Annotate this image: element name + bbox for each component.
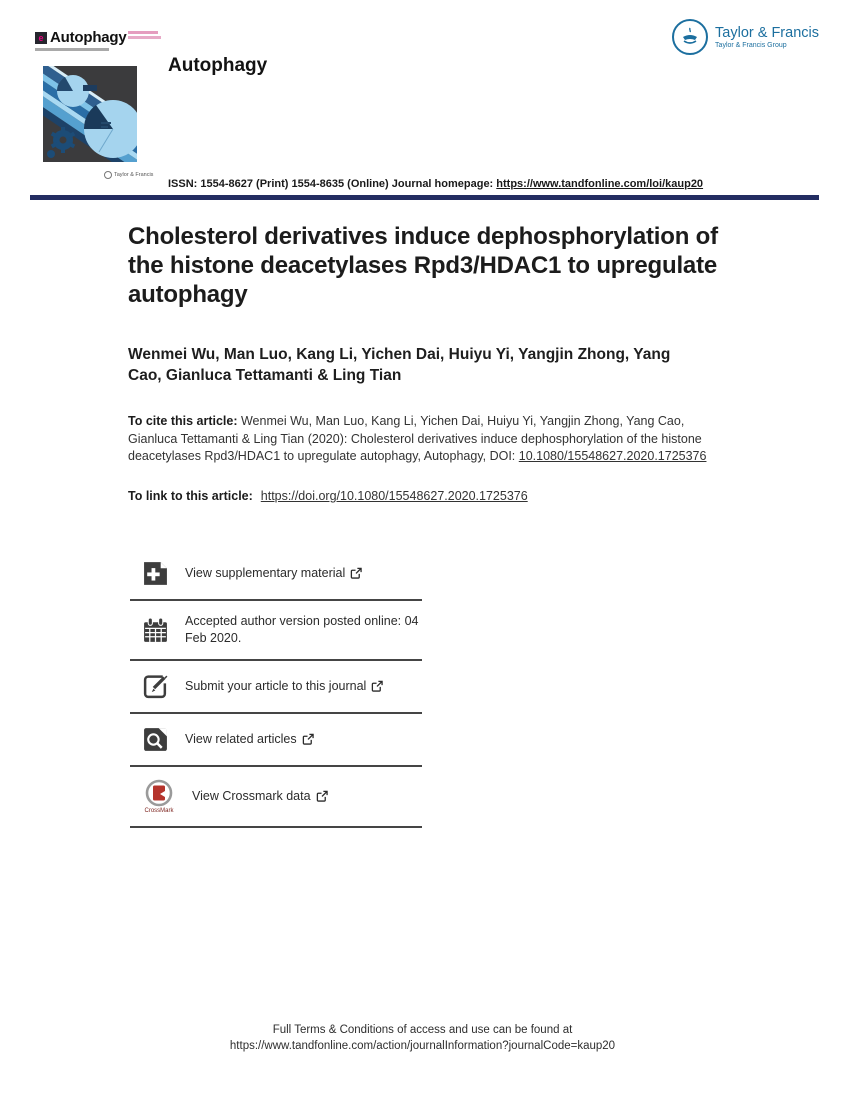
accepted-version-label[interactable]: Accepted author version posted online: 04 Feb 2020. [185, 614, 419, 645]
issn-text: ISSN: 1554-8627 (Print) 1554-8635 (Online) Journal homepage: [168, 178, 497, 190]
crossmark-label[interactable]: View Crossmark data [192, 788, 328, 805]
cite-text: Wenmei Wu, Man Luo, Kang Li, Yichen Dai, Huiyu Yi, Yangjin Zhong, Yang Cao, Gianluca Tettamanti & Ling Tian (2020): Cholesterol derivatives induce dephosphorylation of the histone deacetylases Rpd3/HDAC1 to upregulate autophagy, Autophagy, DOI: [128, 414, 702, 463]
related-articles-label[interactable]: View related articles [185, 731, 314, 748]
publisher-logo [672, 19, 819, 55]
crossmark-icon[interactable] [145, 779, 173, 807]
article-actions [130, 548, 422, 828]
cite-label: To cite this article: [128, 414, 238, 428]
external-link-icon [316, 790, 328, 802]
submit-article-row[interactable] [130, 661, 422, 714]
crossmark-caption: CrossMark [144, 808, 174, 814]
external-link-icon [350, 567, 362, 579]
related-articles-icon[interactable] [142, 726, 169, 753]
article-title: Cholesterol derivatives induce dephosphorylation of the histone deacetylases Rpd3/HDAC1 to upregulate autophagy [128, 223, 718, 308]
terms-url[interactable]: https://www.tandfonline.com/action/journalInformation?journalCode=kaup20 [229, 1040, 616, 1052]
taylor-francis-lamp-icon [672, 19, 708, 55]
journal-volume-fineprint [35, 48, 109, 51]
crossmark-row[interactable] [130, 767, 422, 828]
journal-heading: Autophagy [168, 55, 268, 76]
masthead-fineprint [128, 31, 161, 39]
view-supplementary-label[interactable]: View supplementary material [185, 565, 362, 582]
journal-logo-text: Autophagy [50, 29, 127, 46]
view-supplementary-row[interactable] [130, 548, 422, 601]
taylor-francis-mini-icon [104, 171, 112, 179]
cite-doi-link[interactable]: 10.1080/15548627.2020.1725376 [518, 449, 707, 463]
publisher-group: Taylor & Francis Group [715, 41, 787, 49]
journal-logo [35, 29, 127, 46]
issn-line [168, 178, 703, 190]
journal-logo-icon: e [35, 32, 47, 44]
external-link-icon [302, 733, 314, 745]
journal-homepage-link[interactable]: https://www.tandfonline.com/loi/kaup20 [496, 178, 704, 190]
link-block [128, 489, 528, 503]
journal-cover-image [43, 66, 137, 162]
calendar-icon[interactable] [142, 617, 169, 644]
article-authors: Wenmei Wu, Man Luo, Kang Li, Yichen Dai, Huiyu Yi, Yangjin Zhong, Yang Cao, Gianluca Tettamanti & Ling Tian [128, 346, 671, 384]
terms-line: Full Terms & Conditions of access and use can be found at [272, 1024, 573, 1036]
submit-article-label[interactable]: Submit your article to this journal [185, 678, 383, 695]
cite-block [128, 413, 722, 466]
related-articles-row[interactable] [130, 714, 422, 767]
header-divider [30, 195, 819, 200]
link-label: To link to this article: [128, 489, 253, 503]
submit-article-icon[interactable] [142, 673, 169, 700]
cover-taylor-francis-mark: Taylor & Francis [104, 171, 153, 179]
doi-link[interactable]: https://doi.org/10.1080/15548627.2020.1725376 [260, 489, 528, 503]
supplementary-material-icon[interactable] [142, 560, 169, 587]
external-link-icon [371, 680, 383, 692]
publisher-name: Taylor & Francis [715, 24, 819, 41]
accepted-version-row[interactable] [130, 601, 422, 661]
terms-footer [0, 1022, 845, 1054]
